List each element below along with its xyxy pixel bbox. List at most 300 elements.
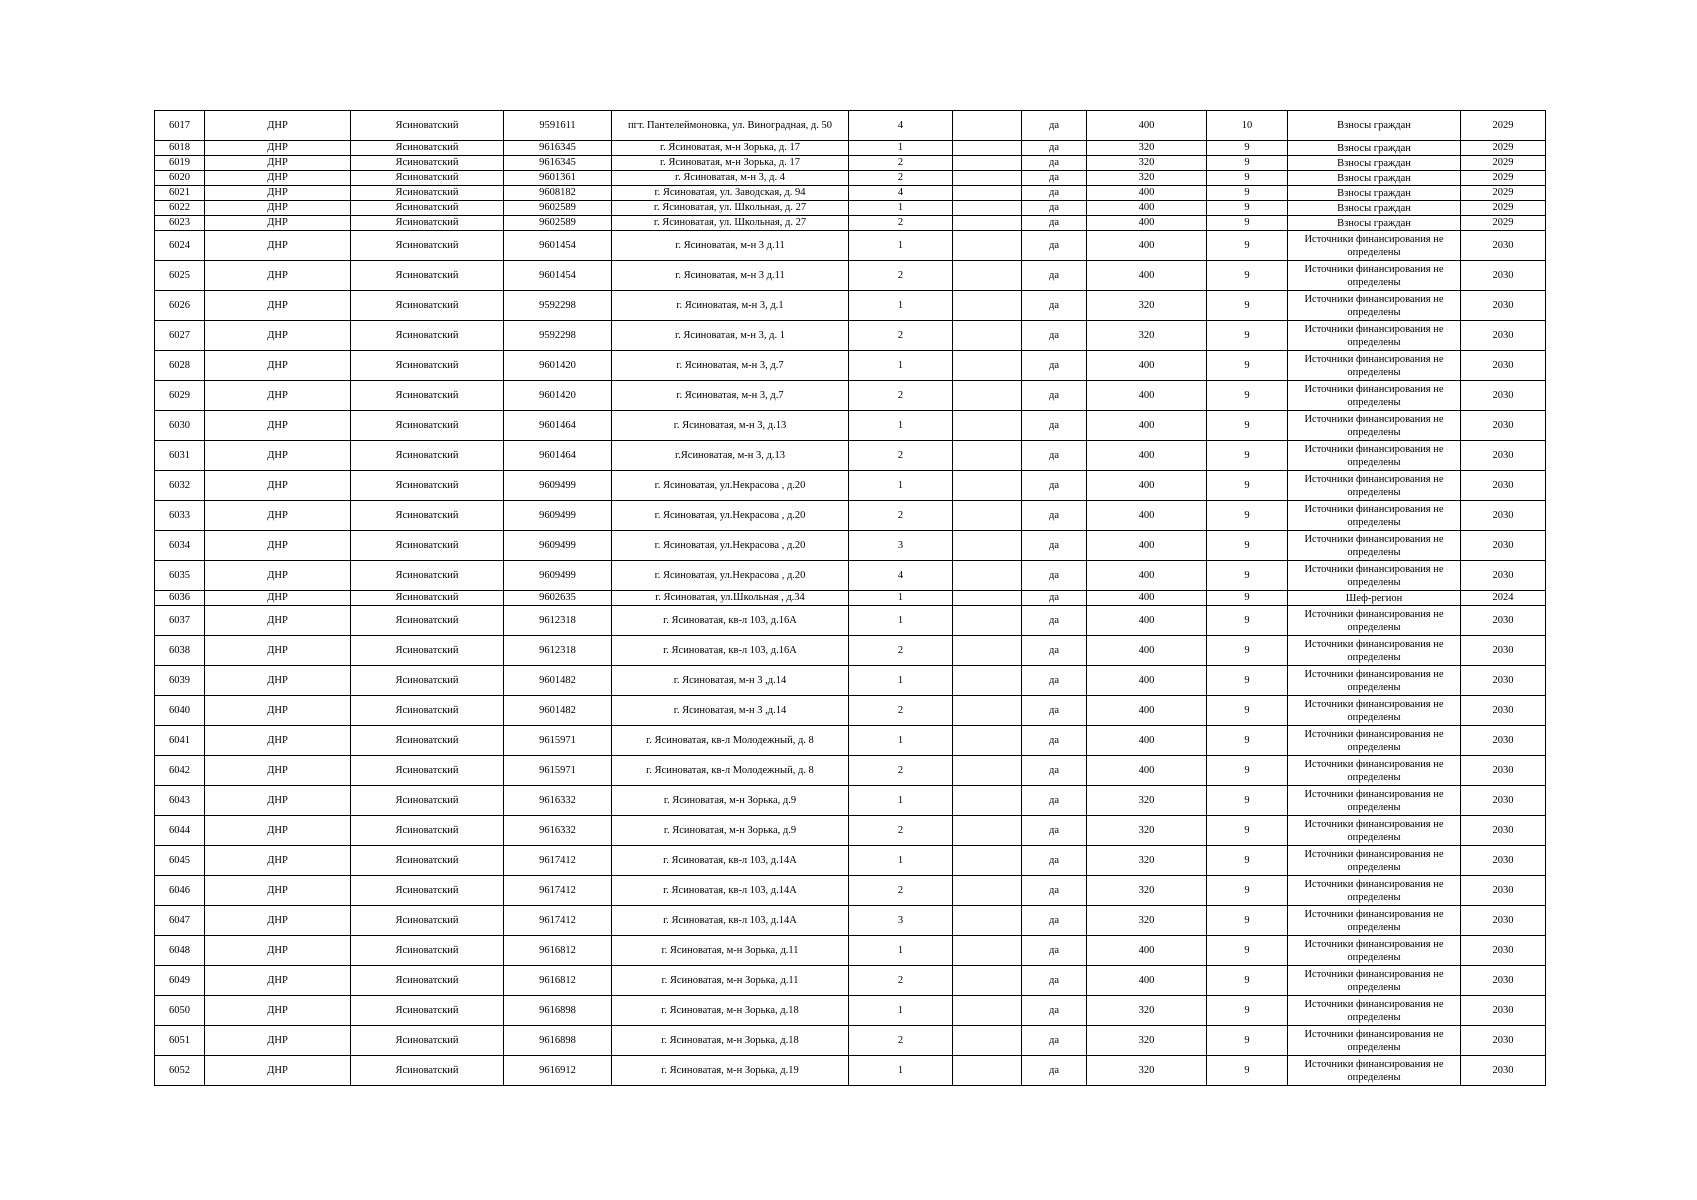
cell-funding: Источники финансирования не определены xyxy=(1288,471,1461,501)
cell-capacity: 320 xyxy=(1087,786,1207,816)
cell-empty xyxy=(953,696,1022,726)
cell-floors: 9 xyxy=(1207,906,1288,936)
cell-code: 9616345 xyxy=(504,141,612,156)
cell-empty xyxy=(953,846,1022,876)
cell-funding: Источники финансирования не определены xyxy=(1288,291,1461,321)
cell-empty xyxy=(953,411,1022,441)
cell-number: 6045 xyxy=(155,846,205,876)
cell-district: Ясиноватский xyxy=(351,1026,504,1056)
cell-address: г. Ясиноватая, м-н 3, д.7 xyxy=(612,381,849,411)
table-row xyxy=(155,351,1546,381)
cell-address: г. Ясиноватая, ул.Школьная , д.34 xyxy=(612,591,849,606)
cell-address: г. Ясиноватая, ул.Некрасова , д.20 xyxy=(612,501,849,531)
cell-funding: Источники финансирования не определены xyxy=(1288,726,1461,756)
cell-capacity: 400 xyxy=(1087,411,1207,441)
cell-region: ДНР xyxy=(205,846,351,876)
cell-number: 6037 xyxy=(155,606,205,636)
cell-entrance: 4 xyxy=(849,186,953,201)
cell-floors: 9 xyxy=(1207,936,1288,966)
cell-flag: да xyxy=(1022,171,1087,186)
cell-region: ДНР xyxy=(205,171,351,186)
cell-year: 2030 xyxy=(1461,666,1546,696)
table-row xyxy=(155,996,1546,1026)
cell-flag: да xyxy=(1022,261,1087,291)
cell-code: 9601454 xyxy=(504,261,612,291)
cell-funding: Источники финансирования не определены xyxy=(1288,531,1461,561)
cell-empty xyxy=(953,996,1022,1026)
cell-floors: 9 xyxy=(1207,1056,1288,1086)
table-row xyxy=(155,606,1546,636)
cell-district: Ясиноватский xyxy=(351,696,504,726)
table-row xyxy=(155,216,1546,231)
cell-code: 9592298 xyxy=(504,321,612,351)
cell-flag: да xyxy=(1022,846,1087,876)
cell-entrance: 1 xyxy=(849,141,953,156)
cell-empty xyxy=(953,666,1022,696)
cell-empty xyxy=(953,216,1022,231)
cell-district: Ясиноватский xyxy=(351,936,504,966)
cell-floors: 9 xyxy=(1207,471,1288,501)
cell-address: г. Ясиноватая, ул.Некрасова , д.20 xyxy=(612,531,849,561)
cell-year: 2030 xyxy=(1461,501,1546,531)
cell-funding: Источники финансирования не определены xyxy=(1288,996,1461,1026)
cell-region: ДНР xyxy=(205,696,351,726)
cell-region: ДНР xyxy=(205,501,351,531)
cell-address: г. Ясиноватая, м-н Зорька, д. 17 xyxy=(612,141,849,156)
cell-year: 2030 xyxy=(1461,561,1546,591)
cell-empty xyxy=(953,726,1022,756)
cell-code: 9616345 xyxy=(504,156,612,171)
cell-floors: 10 xyxy=(1207,111,1288,141)
cell-entrance: 2 xyxy=(849,381,953,411)
cell-district: Ясиноватский xyxy=(351,186,504,201)
cell-year: 2030 xyxy=(1461,876,1546,906)
table-row xyxy=(155,471,1546,501)
cell-code: 9592298 xyxy=(504,291,612,321)
cell-floors: 9 xyxy=(1207,876,1288,906)
cell-year: 2030 xyxy=(1461,411,1546,441)
cell-flag: да xyxy=(1022,351,1087,381)
cell-empty xyxy=(953,186,1022,201)
cell-floors: 9 xyxy=(1207,816,1288,846)
cell-funding: Источники финансирования не определены xyxy=(1288,1056,1461,1086)
cell-funding: Источники финансирования не определены xyxy=(1288,381,1461,411)
cell-number: 6017 xyxy=(155,111,205,141)
cell-capacity: 400 xyxy=(1087,666,1207,696)
cell-number: 6050 xyxy=(155,996,205,1026)
table-row xyxy=(155,1056,1546,1086)
cell-region: ДНР xyxy=(205,351,351,381)
table-row xyxy=(155,381,1546,411)
cell-code: 9602589 xyxy=(504,216,612,231)
cell-entrance: 2 xyxy=(849,636,953,666)
cell-number: 6026 xyxy=(155,291,205,321)
cell-number: 6051 xyxy=(155,1026,205,1056)
table-row xyxy=(155,411,1546,441)
cell-capacity: 400 xyxy=(1087,231,1207,261)
cell-flag: да xyxy=(1022,666,1087,696)
cell-flag: да xyxy=(1022,186,1087,201)
cell-funding: Источники финансирования не определены xyxy=(1288,231,1461,261)
table-row xyxy=(155,636,1546,666)
cell-funding: Источники финансирования не определены xyxy=(1288,966,1461,996)
cell-number: 6033 xyxy=(155,501,205,531)
cell-funding: Взносы граждан xyxy=(1288,111,1461,141)
cell-floors: 9 xyxy=(1207,261,1288,291)
cell-region: ДНР xyxy=(205,936,351,966)
cell-code: 9616812 xyxy=(504,936,612,966)
cell-year: 2030 xyxy=(1461,441,1546,471)
table-row xyxy=(155,501,1546,531)
cell-flag: да xyxy=(1022,441,1087,471)
cell-funding: Взносы граждан xyxy=(1288,201,1461,216)
cell-funding: Источники финансирования не определены xyxy=(1288,846,1461,876)
cell-entrance: 2 xyxy=(849,216,953,231)
cell-address: г. Ясиноватая, кв-л Молодежный, д. 8 xyxy=(612,726,849,756)
cell-address: г. Ясиноватая, ул.Некрасова , д.20 xyxy=(612,561,849,591)
table-body xyxy=(155,111,1546,1086)
cell-flag: да xyxy=(1022,111,1087,141)
cell-capacity: 400 xyxy=(1087,216,1207,231)
cell-number: 6031 xyxy=(155,441,205,471)
table-row xyxy=(155,726,1546,756)
cell-district: Ясиноватский xyxy=(351,1056,504,1086)
cell-capacity: 400 xyxy=(1087,591,1207,606)
table-row xyxy=(155,441,1546,471)
cell-code: 9602589 xyxy=(504,201,612,216)
cell-flag: да xyxy=(1022,291,1087,321)
cell-region: ДНР xyxy=(205,816,351,846)
cell-flag: да xyxy=(1022,816,1087,846)
cell-number: 6024 xyxy=(155,231,205,261)
cell-year: 2029 xyxy=(1461,156,1546,171)
cell-empty xyxy=(953,591,1022,606)
cell-flag: да xyxy=(1022,531,1087,561)
data-table xyxy=(154,110,1546,1086)
cell-region: ДНР xyxy=(205,411,351,441)
cell-flag: да xyxy=(1022,876,1087,906)
cell-district: Ясиноватский xyxy=(351,171,504,186)
cell-region: ДНР xyxy=(205,786,351,816)
cell-floors: 9 xyxy=(1207,441,1288,471)
cell-district: Ясиноватский xyxy=(351,666,504,696)
table-row xyxy=(155,666,1546,696)
cell-year: 2030 xyxy=(1461,471,1546,501)
table-row xyxy=(155,321,1546,351)
cell-code: 9591611 xyxy=(504,111,612,141)
cell-district: Ясиноватский xyxy=(351,966,504,996)
cell-empty xyxy=(953,531,1022,561)
cell-capacity: 400 xyxy=(1087,471,1207,501)
cell-entrance: 4 xyxy=(849,561,953,591)
cell-number: 6042 xyxy=(155,756,205,786)
table-row xyxy=(155,171,1546,186)
cell-funding: Взносы граждан xyxy=(1288,216,1461,231)
cell-number: 6047 xyxy=(155,906,205,936)
cell-capacity: 320 xyxy=(1087,906,1207,936)
cell-capacity: 320 xyxy=(1087,1026,1207,1056)
cell-capacity: 400 xyxy=(1087,966,1207,996)
cell-address: г. Ясиноватая, кв-л 103, д.14А xyxy=(612,876,849,906)
cell-region: ДНР xyxy=(205,876,351,906)
cell-empty xyxy=(953,636,1022,666)
cell-floors: 9 xyxy=(1207,591,1288,606)
table-row xyxy=(155,561,1546,591)
cell-code: 9616332 xyxy=(504,786,612,816)
cell-district: Ясиноватский xyxy=(351,351,504,381)
cell-district: Ясиноватский xyxy=(351,846,504,876)
cell-entrance: 2 xyxy=(849,321,953,351)
cell-code: 9617412 xyxy=(504,846,612,876)
cell-year: 2030 xyxy=(1461,816,1546,846)
cell-year: 2029 xyxy=(1461,141,1546,156)
cell-number: 6039 xyxy=(155,666,205,696)
cell-flag: да xyxy=(1022,501,1087,531)
cell-code: 9601464 xyxy=(504,441,612,471)
cell-district: Ясиноватский xyxy=(351,561,504,591)
cell-empty xyxy=(953,231,1022,261)
cell-empty xyxy=(953,381,1022,411)
cell-empty xyxy=(953,876,1022,906)
table-row xyxy=(155,231,1546,261)
cell-empty xyxy=(953,906,1022,936)
cell-empty xyxy=(953,1026,1022,1056)
cell-number: 6044 xyxy=(155,816,205,846)
cell-number: 6025 xyxy=(155,261,205,291)
cell-entrance: 1 xyxy=(849,726,953,756)
cell-number: 6043 xyxy=(155,786,205,816)
cell-address: г. Ясиноватая, м-н Зорька, д. 17 xyxy=(612,156,849,171)
cell-floors: 9 xyxy=(1207,411,1288,441)
cell-funding: Источники финансирования не определены xyxy=(1288,696,1461,726)
cell-funding: Источники финансирования не определены xyxy=(1288,936,1461,966)
table-row xyxy=(155,816,1546,846)
cell-flag: да xyxy=(1022,591,1087,606)
cell-region: ДНР xyxy=(205,591,351,606)
cell-flag: да xyxy=(1022,201,1087,216)
cell-empty xyxy=(953,1056,1022,1086)
cell-entrance: 2 xyxy=(849,696,953,726)
cell-address: г. Ясиноватая, кв-л 103, д.16А xyxy=(612,606,849,636)
cell-region: ДНР xyxy=(205,186,351,201)
cell-floors: 9 xyxy=(1207,216,1288,231)
cell-region: ДНР xyxy=(205,636,351,666)
cell-district: Ясиноватский xyxy=(351,411,504,441)
cell-entrance: 4 xyxy=(849,111,953,141)
cell-flag: да xyxy=(1022,996,1087,1026)
cell-number: 6023 xyxy=(155,216,205,231)
cell-entrance: 1 xyxy=(849,591,953,606)
cell-entrance: 1 xyxy=(849,936,953,966)
cell-floors: 9 xyxy=(1207,696,1288,726)
cell-address: г. Ясиноватая, м-н Зорька, д.19 xyxy=(612,1056,849,1086)
cell-floors: 9 xyxy=(1207,996,1288,1026)
cell-floors: 9 xyxy=(1207,666,1288,696)
cell-district: Ясиноватский xyxy=(351,156,504,171)
cell-address: г. Ясиноватая, м-н 3 д.11 xyxy=(612,231,849,261)
cell-region: ДНР xyxy=(205,966,351,996)
cell-entrance: 1 xyxy=(849,411,953,441)
cell-region: ДНР xyxy=(205,156,351,171)
cell-code: 9616898 xyxy=(504,996,612,1026)
cell-entrance: 1 xyxy=(849,351,953,381)
table-row xyxy=(155,756,1546,786)
cell-number: 6021 xyxy=(155,186,205,201)
cell-number: 6052 xyxy=(155,1056,205,1086)
cell-number: 6040 xyxy=(155,696,205,726)
cell-address: г. Ясиноватая, м-н 3, д.7 xyxy=(612,351,849,381)
cell-floors: 9 xyxy=(1207,786,1288,816)
cell-floors: 9 xyxy=(1207,561,1288,591)
cell-region: ДНР xyxy=(205,606,351,636)
table-row xyxy=(155,786,1546,816)
cell-funding: Источники финансирования не определены xyxy=(1288,606,1461,636)
cell-year: 2024 xyxy=(1461,591,1546,606)
cell-empty xyxy=(953,291,1022,321)
cell-capacity: 400 xyxy=(1087,696,1207,726)
cell-entrance: 3 xyxy=(849,906,953,936)
cell-address: пгт. Пантелеймоновка, ул. Виноградная, д. 50 xyxy=(612,111,849,141)
cell-year: 2029 xyxy=(1461,186,1546,201)
cell-entrance: 2 xyxy=(849,171,953,186)
cell-number: 6022 xyxy=(155,201,205,216)
cell-floors: 9 xyxy=(1207,156,1288,171)
cell-number: 6029 xyxy=(155,381,205,411)
cell-year: 2030 xyxy=(1461,231,1546,261)
cell-number: 6032 xyxy=(155,471,205,501)
cell-year: 2030 xyxy=(1461,756,1546,786)
cell-year: 2030 xyxy=(1461,786,1546,816)
cell-floors: 9 xyxy=(1207,846,1288,876)
cell-empty xyxy=(953,441,1022,471)
cell-code: 9601420 xyxy=(504,351,612,381)
cell-year: 2030 xyxy=(1461,936,1546,966)
table-row xyxy=(155,966,1546,996)
cell-funding: Взносы граждан xyxy=(1288,186,1461,201)
cell-year: 2029 xyxy=(1461,201,1546,216)
cell-capacity: 320 xyxy=(1087,816,1207,846)
cell-region: ДНР xyxy=(205,141,351,156)
cell-flag: да xyxy=(1022,231,1087,261)
cell-address: г. Ясиноватая, м-н 3, д. 4 xyxy=(612,171,849,186)
cell-capacity: 400 xyxy=(1087,726,1207,756)
table-row xyxy=(155,936,1546,966)
cell-floors: 9 xyxy=(1207,636,1288,666)
cell-capacity: 320 xyxy=(1087,846,1207,876)
cell-funding: Взносы граждан xyxy=(1288,156,1461,171)
cell-floors: 9 xyxy=(1207,231,1288,261)
cell-address: г. Ясиноватая, м-н Зорька, д.9 xyxy=(612,816,849,846)
cell-address: г. Ясиноватая, кв-л 103, д.14А xyxy=(612,906,849,936)
cell-district: Ясиноватский xyxy=(351,471,504,501)
cell-capacity: 400 xyxy=(1087,501,1207,531)
cell-address: г. Ясиноватая, кв-л Молодежный, д. 8 xyxy=(612,756,849,786)
cell-capacity: 320 xyxy=(1087,156,1207,171)
cell-district: Ясиноватский xyxy=(351,441,504,471)
cell-district: Ясиноватский xyxy=(351,606,504,636)
cell-region: ДНР xyxy=(205,231,351,261)
cell-entrance: 2 xyxy=(849,156,953,171)
table-row xyxy=(155,906,1546,936)
cell-funding: Источники финансирования не определены xyxy=(1288,261,1461,291)
table-row xyxy=(155,591,1546,606)
cell-code: 9601420 xyxy=(504,381,612,411)
table-row xyxy=(155,876,1546,906)
cell-capacity: 320 xyxy=(1087,1056,1207,1086)
cell-address: г. Ясиноватая, м-н Зорька, д.11 xyxy=(612,936,849,966)
cell-empty xyxy=(953,606,1022,636)
cell-capacity: 320 xyxy=(1087,876,1207,906)
cell-flag: да xyxy=(1022,381,1087,411)
cell-floors: 9 xyxy=(1207,351,1288,381)
cell-entrance: 1 xyxy=(849,846,953,876)
table-row xyxy=(155,186,1546,201)
cell-capacity: 320 xyxy=(1087,141,1207,156)
cell-district: Ясиноватский xyxy=(351,291,504,321)
cell-empty xyxy=(953,141,1022,156)
cell-empty xyxy=(953,756,1022,786)
cell-district: Ясиноватский xyxy=(351,111,504,141)
cell-number: 6049 xyxy=(155,966,205,996)
cell-entrance: 1 xyxy=(849,471,953,501)
cell-funding: Источники финансирования не определены xyxy=(1288,1026,1461,1056)
cell-empty xyxy=(953,936,1022,966)
cell-year: 2030 xyxy=(1461,321,1546,351)
cell-capacity: 400 xyxy=(1087,261,1207,291)
cell-funding: Шеф-регион xyxy=(1288,591,1461,606)
cell-district: Ясиноватский xyxy=(351,501,504,531)
cell-funding: Источники финансирования не определены xyxy=(1288,411,1461,441)
cell-empty xyxy=(953,966,1022,996)
cell-capacity: 400 xyxy=(1087,351,1207,381)
cell-flag: да xyxy=(1022,786,1087,816)
cell-number: 6019 xyxy=(155,156,205,171)
cell-funding: Источники финансирования не определены xyxy=(1288,876,1461,906)
cell-entrance: 1 xyxy=(849,291,953,321)
cell-entrance: 2 xyxy=(849,501,953,531)
cell-capacity: 400 xyxy=(1087,441,1207,471)
cell-district: Ясиноватский xyxy=(351,591,504,606)
cell-number: 6030 xyxy=(155,411,205,441)
cell-floors: 9 xyxy=(1207,531,1288,561)
cell-capacity: 320 xyxy=(1087,171,1207,186)
cell-floors: 9 xyxy=(1207,321,1288,351)
cell-capacity: 400 xyxy=(1087,381,1207,411)
cell-region: ДНР xyxy=(205,1056,351,1086)
cell-address: г. Ясиноватая, м-н Зорька, д.18 xyxy=(612,996,849,1026)
cell-year: 2030 xyxy=(1461,636,1546,666)
table-row xyxy=(155,141,1546,156)
cell-region: ДНР xyxy=(205,561,351,591)
cell-address: г. Ясиноватая, м-н Зорька, д.11 xyxy=(612,966,849,996)
cell-year: 2030 xyxy=(1461,531,1546,561)
cell-entrance: 2 xyxy=(849,816,953,846)
cell-entrance: 2 xyxy=(849,441,953,471)
cell-region: ДНР xyxy=(205,261,351,291)
cell-entrance: 2 xyxy=(849,261,953,291)
cell-year: 2030 xyxy=(1461,291,1546,321)
cell-year: 2029 xyxy=(1461,216,1546,231)
cell-year: 2030 xyxy=(1461,846,1546,876)
cell-year: 2030 xyxy=(1461,351,1546,381)
cell-code: 9617412 xyxy=(504,876,612,906)
cell-district: Ясиноватский xyxy=(351,786,504,816)
cell-number: 6018 xyxy=(155,141,205,156)
cell-capacity: 320 xyxy=(1087,321,1207,351)
cell-code: 9616912 xyxy=(504,1056,612,1086)
cell-address: г. Ясиноватая, ул.Некрасова , д.20 xyxy=(612,471,849,501)
cell-floors: 9 xyxy=(1207,291,1288,321)
